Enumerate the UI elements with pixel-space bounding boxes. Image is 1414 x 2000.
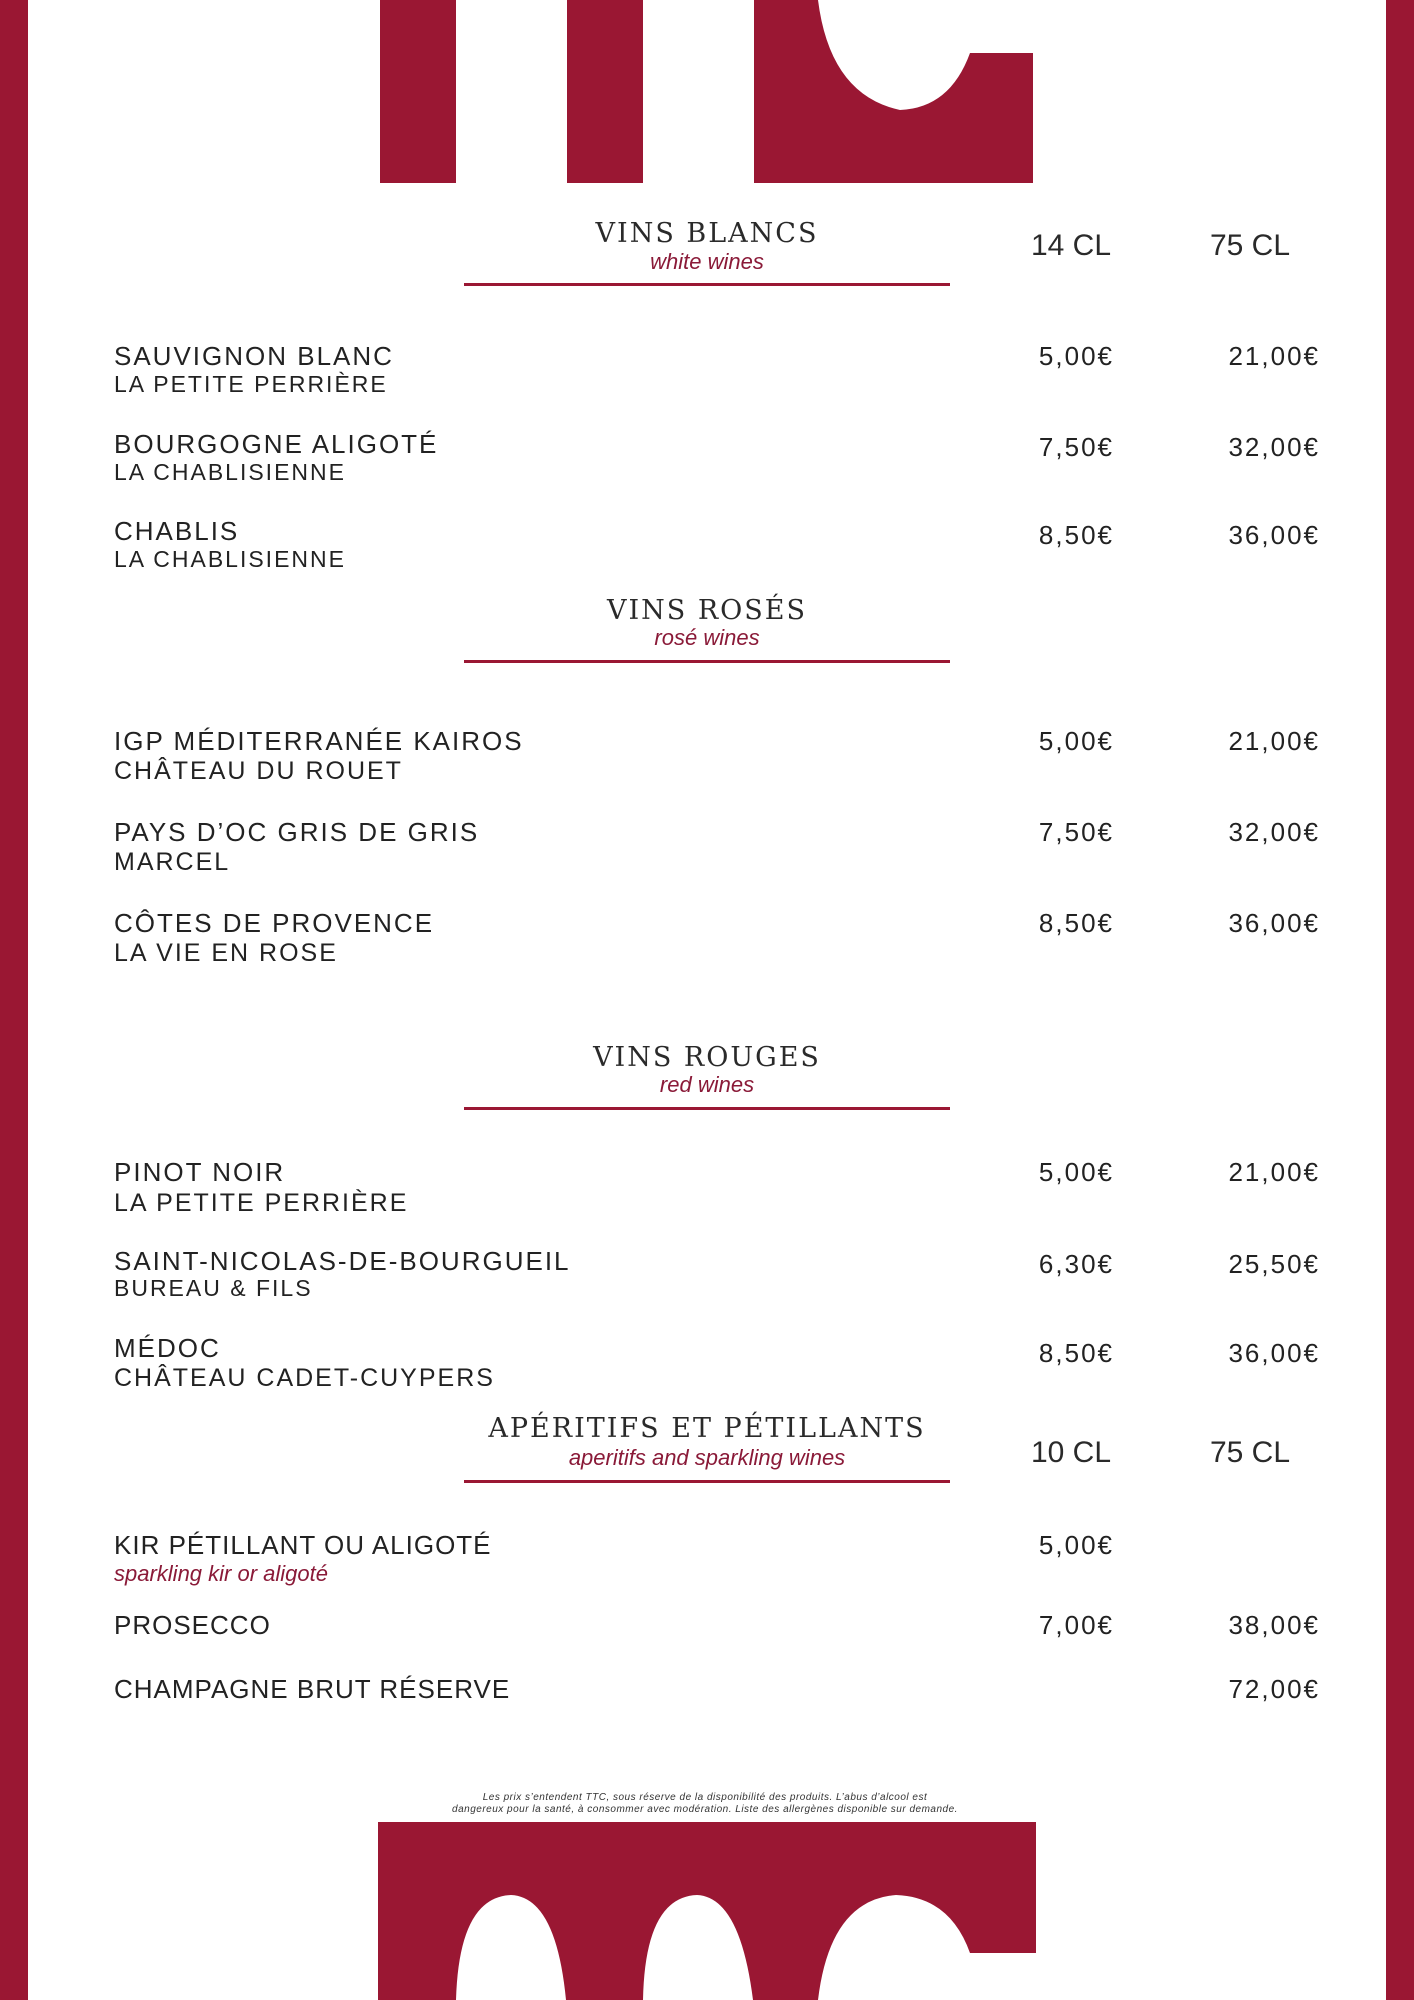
logo-top (0, 0, 1414, 200)
price-glass: 7,00€ (1038, 1610, 1114, 1640)
section-title: VINS BLANCS (595, 218, 819, 249)
price-bottle: 25,50€ (1228, 1249, 1320, 1279)
price-glass: 8,50€ (1038, 908, 1114, 938)
wine-producer: LA VIE EN ROSE (114, 939, 338, 967)
wine-producer: LA PETITE PERRIÈRE (114, 1189, 409, 1217)
menu-item (114, 1530, 1304, 1590)
wine-name: SAUVIGNON BLANC (114, 341, 394, 371)
price-glass: 6,30€ (1038, 1249, 1114, 1279)
wine-name: IGP MÉDITERRANÉE KAIROS (114, 726, 524, 756)
section-title: APÉRITIFS ET PÉTILLANTS (488, 1413, 926, 1444)
price-bottle: 21,00€ (1228, 1157, 1320, 1187)
wine-name: CHAMPAGNE BRUT RÉSERVE (114, 1674, 511, 1704)
logo-bottom (0, 1822, 1414, 2000)
menu-item (114, 1246, 1320, 1306)
section-subtitle: red wines (659, 1072, 755, 1097)
price-glass: 5,00€ (1038, 1530, 1114, 1560)
menu-item (114, 341, 1320, 401)
section-title: VINS ROSÉS (606, 595, 808, 626)
wine-producer: MARCEL (114, 848, 231, 876)
wine-name: PINOT NOIR (114, 1157, 286, 1187)
price-glass: 8,50€ (1038, 1338, 1114, 1368)
wine-producer: LA CHABLISIENNE (114, 546, 346, 572)
wine-name: PAYS D’OC GRIS DE GRIS (114, 817, 480, 847)
price-glass: 5,00€ (1038, 1157, 1114, 1187)
wine-name: BOURGOGNE ALIGOTÉ (114, 429, 439, 459)
price-bottle: 21,00€ (1228, 726, 1320, 756)
column-header-75cl: 75 CL (1209, 1436, 1291, 1469)
menu-item (114, 1610, 1320, 1670)
section-title: VINS ROUGES (593, 1042, 821, 1073)
price-bottle: 36,00€ (1228, 1338, 1320, 1368)
footer-disclaimer (380, 1792, 1030, 1816)
menu-item (114, 429, 1320, 489)
wine-producer: BUREAU & FILS (114, 1275, 313, 1301)
price-bottle: 32,00€ (1228, 432, 1320, 462)
menu-item (114, 1674, 1320, 1734)
price-glass: 7,50€ (1038, 817, 1114, 847)
column-header-75cl: 75 CL (1209, 229, 1291, 262)
column-header-10cl: 10 CL (1030, 1436, 1112, 1469)
price-glass: 7,50€ (1038, 432, 1114, 462)
price-bottle: 72,00€ (1228, 1674, 1320, 1704)
right-border-bar (1386, 0, 1414, 2000)
section-rule (464, 1480, 950, 1483)
wine-producer: CHÂTEAU DU ROUET (114, 757, 403, 785)
section-subtitle: white wines (650, 249, 764, 274)
price-bottle: 36,00€ (1228, 520, 1320, 550)
menu-item (114, 1333, 1320, 1393)
footer-line-2: dangereux pour la santé, à consommer avec modération. Liste des allergènes disponible sur demande. (452, 1804, 958, 1815)
wine-name: MÉDOC (114, 1333, 221, 1363)
section-subtitle: aperitifs and sparkling wines (568, 1445, 846, 1470)
left-border-bar (0, 0, 28, 2000)
section-subtitle: rosé wines (654, 625, 760, 650)
price-glass: 5,00€ (1038, 341, 1114, 371)
wine-producer: LA PETITE PERRIÈRE (114, 371, 388, 397)
section-rule (464, 660, 950, 663)
menu-item (114, 908, 1320, 968)
wine-name: CHABLIS (114, 516, 240, 546)
price-bottle: 38,00€ (1228, 1610, 1320, 1640)
section-rule (464, 1107, 950, 1110)
menu-item (114, 1157, 1320, 1217)
menu-item (114, 726, 1320, 786)
wine-producer: CHÂTEAU CADET-CUYPERS (114, 1364, 495, 1392)
wine-producer: LA CHABLISIENNE (114, 459, 346, 485)
price-bottle: 32,00€ (1228, 817, 1320, 847)
section-rule (464, 283, 950, 286)
item-subtitle: sparkling kir or aligoté (114, 1561, 328, 1586)
menu-item (114, 516, 1320, 576)
price-glass: 5,00€ (1038, 726, 1114, 756)
wine-name: SAINT-NICOLAS-DE-BOURGUEIL (114, 1246, 571, 1276)
price-bottle: 21,00€ (1228, 341, 1320, 371)
wine-name: CÔTES DE PROVENCE (114, 908, 435, 938)
footer-line-1: Les prix s’entendent TTC, sous réserve de la disponibilité des produits. L’abus d’alcool est (482, 1792, 928, 1803)
price-bottle: 36,00€ (1228, 908, 1320, 938)
menu-item (114, 817, 1320, 877)
wine-name: PROSECCO (114, 1610, 271, 1640)
wine-name: KIR PÉTILLANT OU ALIGOTÉ (114, 1530, 492, 1560)
column-header-14cl: 14 CL (1030, 229, 1112, 262)
price-glass: 8,50€ (1038, 520, 1114, 550)
